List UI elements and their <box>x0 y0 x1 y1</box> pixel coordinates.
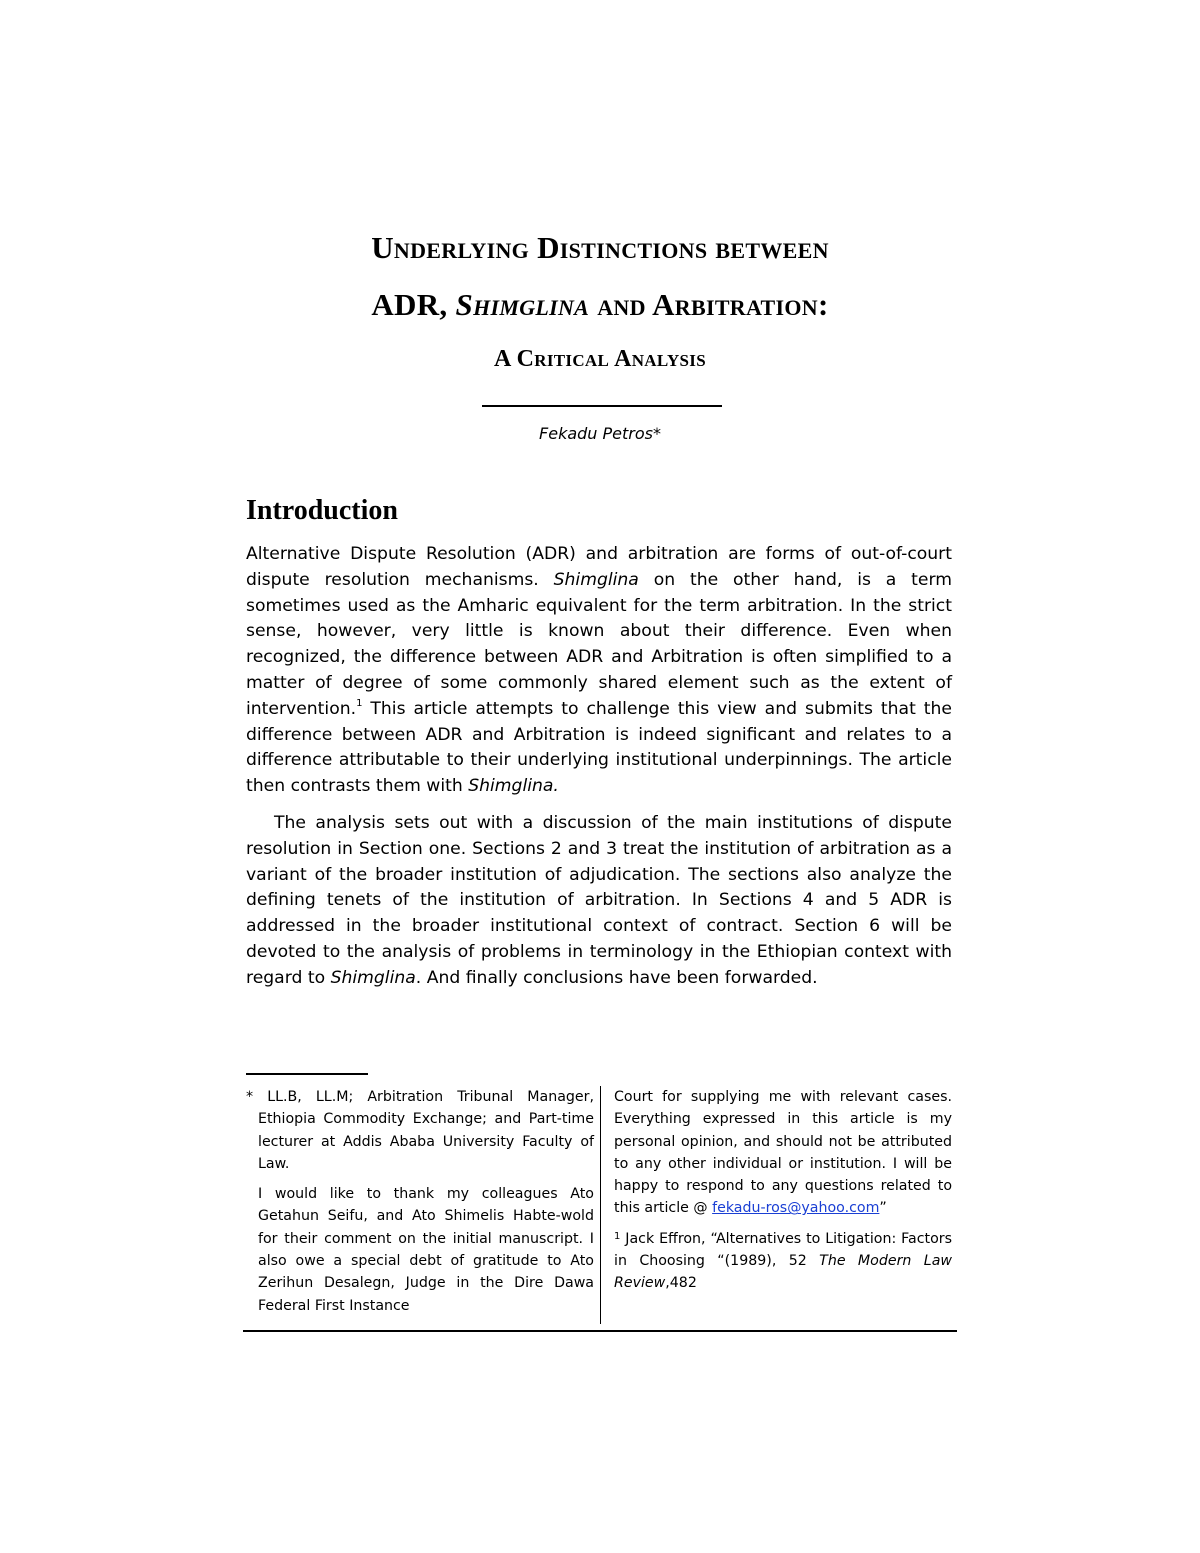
para1-italic-shimglina: Shimglina <box>553 569 639 590</box>
footnotes-column-right <box>614 1086 952 1303</box>
footnote-separator <box>246 1073 368 1075</box>
para2-text-2: . And finally conclusions have been forwarded. <box>415 967 818 988</box>
footnote-1 <box>614 1228 952 1295</box>
footnotes-column-left <box>246 1086 594 1325</box>
acknowledgement-text: Court for supplying me with relevant cases. Everything expressed in this article is my personal opinion, and should not be attributed to any other individual or institution. I will be happy to respond to any questions related to this article @ <box>614 1089 952 1217</box>
footnote-star: * LL.B, LL.M; Arbitration Tribunal Manager, Ethiopia Commodity Exchange; and Part-time lecturer at Addis Ababa University Faculty of Law. <box>246 1089 594 1172</box>
section-heading-introduction: Introduction <box>246 495 398 526</box>
page-bottom-rule <box>243 1330 957 1332</box>
footnote-1-text: Jack Effron, “Alternatives to Litigation: Factors in Choosing “(1989), 52 <box>614 1230 952 1270</box>
footnote-1-journal: The Modern Law Review <box>614 1253 952 1292</box>
author-name: Fekadu Petros* <box>539 424 661 443</box>
paragraph-2 <box>246 811 952 992</box>
para2-italic-shimglina: Shimglina <box>330 967 416 988</box>
paragraph-1 <box>246 542 952 800</box>
para1-text-1: Alternative Dispute Resolution (ADR) and arbitration are forms of out-of-court dispute resolution mechanisms. <box>246 544 952 590</box>
para1-italic-shimglina-2: Shimglina. <box>468 776 559 797</box>
para1-text-3: This article attempts to challenge this view and submits that the difference between ADR and Arbitration is indeed significant and relates to a difference attributable to their underlying institutional underpinnings. The article then contrasts them with <box>246 698 952 797</box>
title-line-2-a: ADR, <box>371 287 456 322</box>
title-line-2 <box>0 287 1200 323</box>
title-shimglina: Shimglina <box>455 287 590 322</box>
acknowledgement-end: ” <box>879 1200 887 1217</box>
footnote-acknowledgement-left: I would like to thank my colleagues Ato Getahun Seifu, and Ato Shimelis Habte-wold for their comment on the initial manuscript. I also owe a special debt of gratitude to Ato Zerihun Desalegn, Judge in the Dire Dawa Federal First Instance <box>258 1186 594 1314</box>
author-email-link[interactable]: fekadu-ros@yahoo.com <box>712 1200 880 1217</box>
footnote-acknowledgement-right <box>614 1086 952 1220</box>
title-line-2-c: and Arbitration: <box>589 287 829 322</box>
footnote-reference-1[interactable]: 1 <box>356 697 363 709</box>
para1-text-2: on the other hand, is a term sometimes used as the Amharic equivalent for the term arbitration. In the strict sense, however, very little is known about their difference. Even when recognized, the difference between ADR and Arbitration is often simplified to a matter of degree of some commonly shared element such as the extent of intervention. <box>246 569 952 719</box>
footnote-1-marker: 1 <box>614 1230 621 1242</box>
title-line-1: Underlying Distinctions between <box>371 230 829 265</box>
footnote-1-page: ,482 <box>665 1275 697 1292</box>
para2-text-1: The analysis sets out with a discussion of the main institutions of dispute resolution in Section one. Sections 2 and 3 treat the institution of arbitration as a variant of the broader institution of adjudication. The sections also analyze the defining tenets of the institution of arbitration. In Sections 4 and 5 ADR is addressed in the broader institutional context of contract. Section 6 will be devoted to the analysis of problems in terminology in the Ethiopian context with regard to <box>246 813 952 988</box>
footnote-column-divider <box>600 1086 601 1324</box>
title-divider <box>482 405 722 407</box>
subtitle: A Critical Analysis <box>494 346 706 372</box>
